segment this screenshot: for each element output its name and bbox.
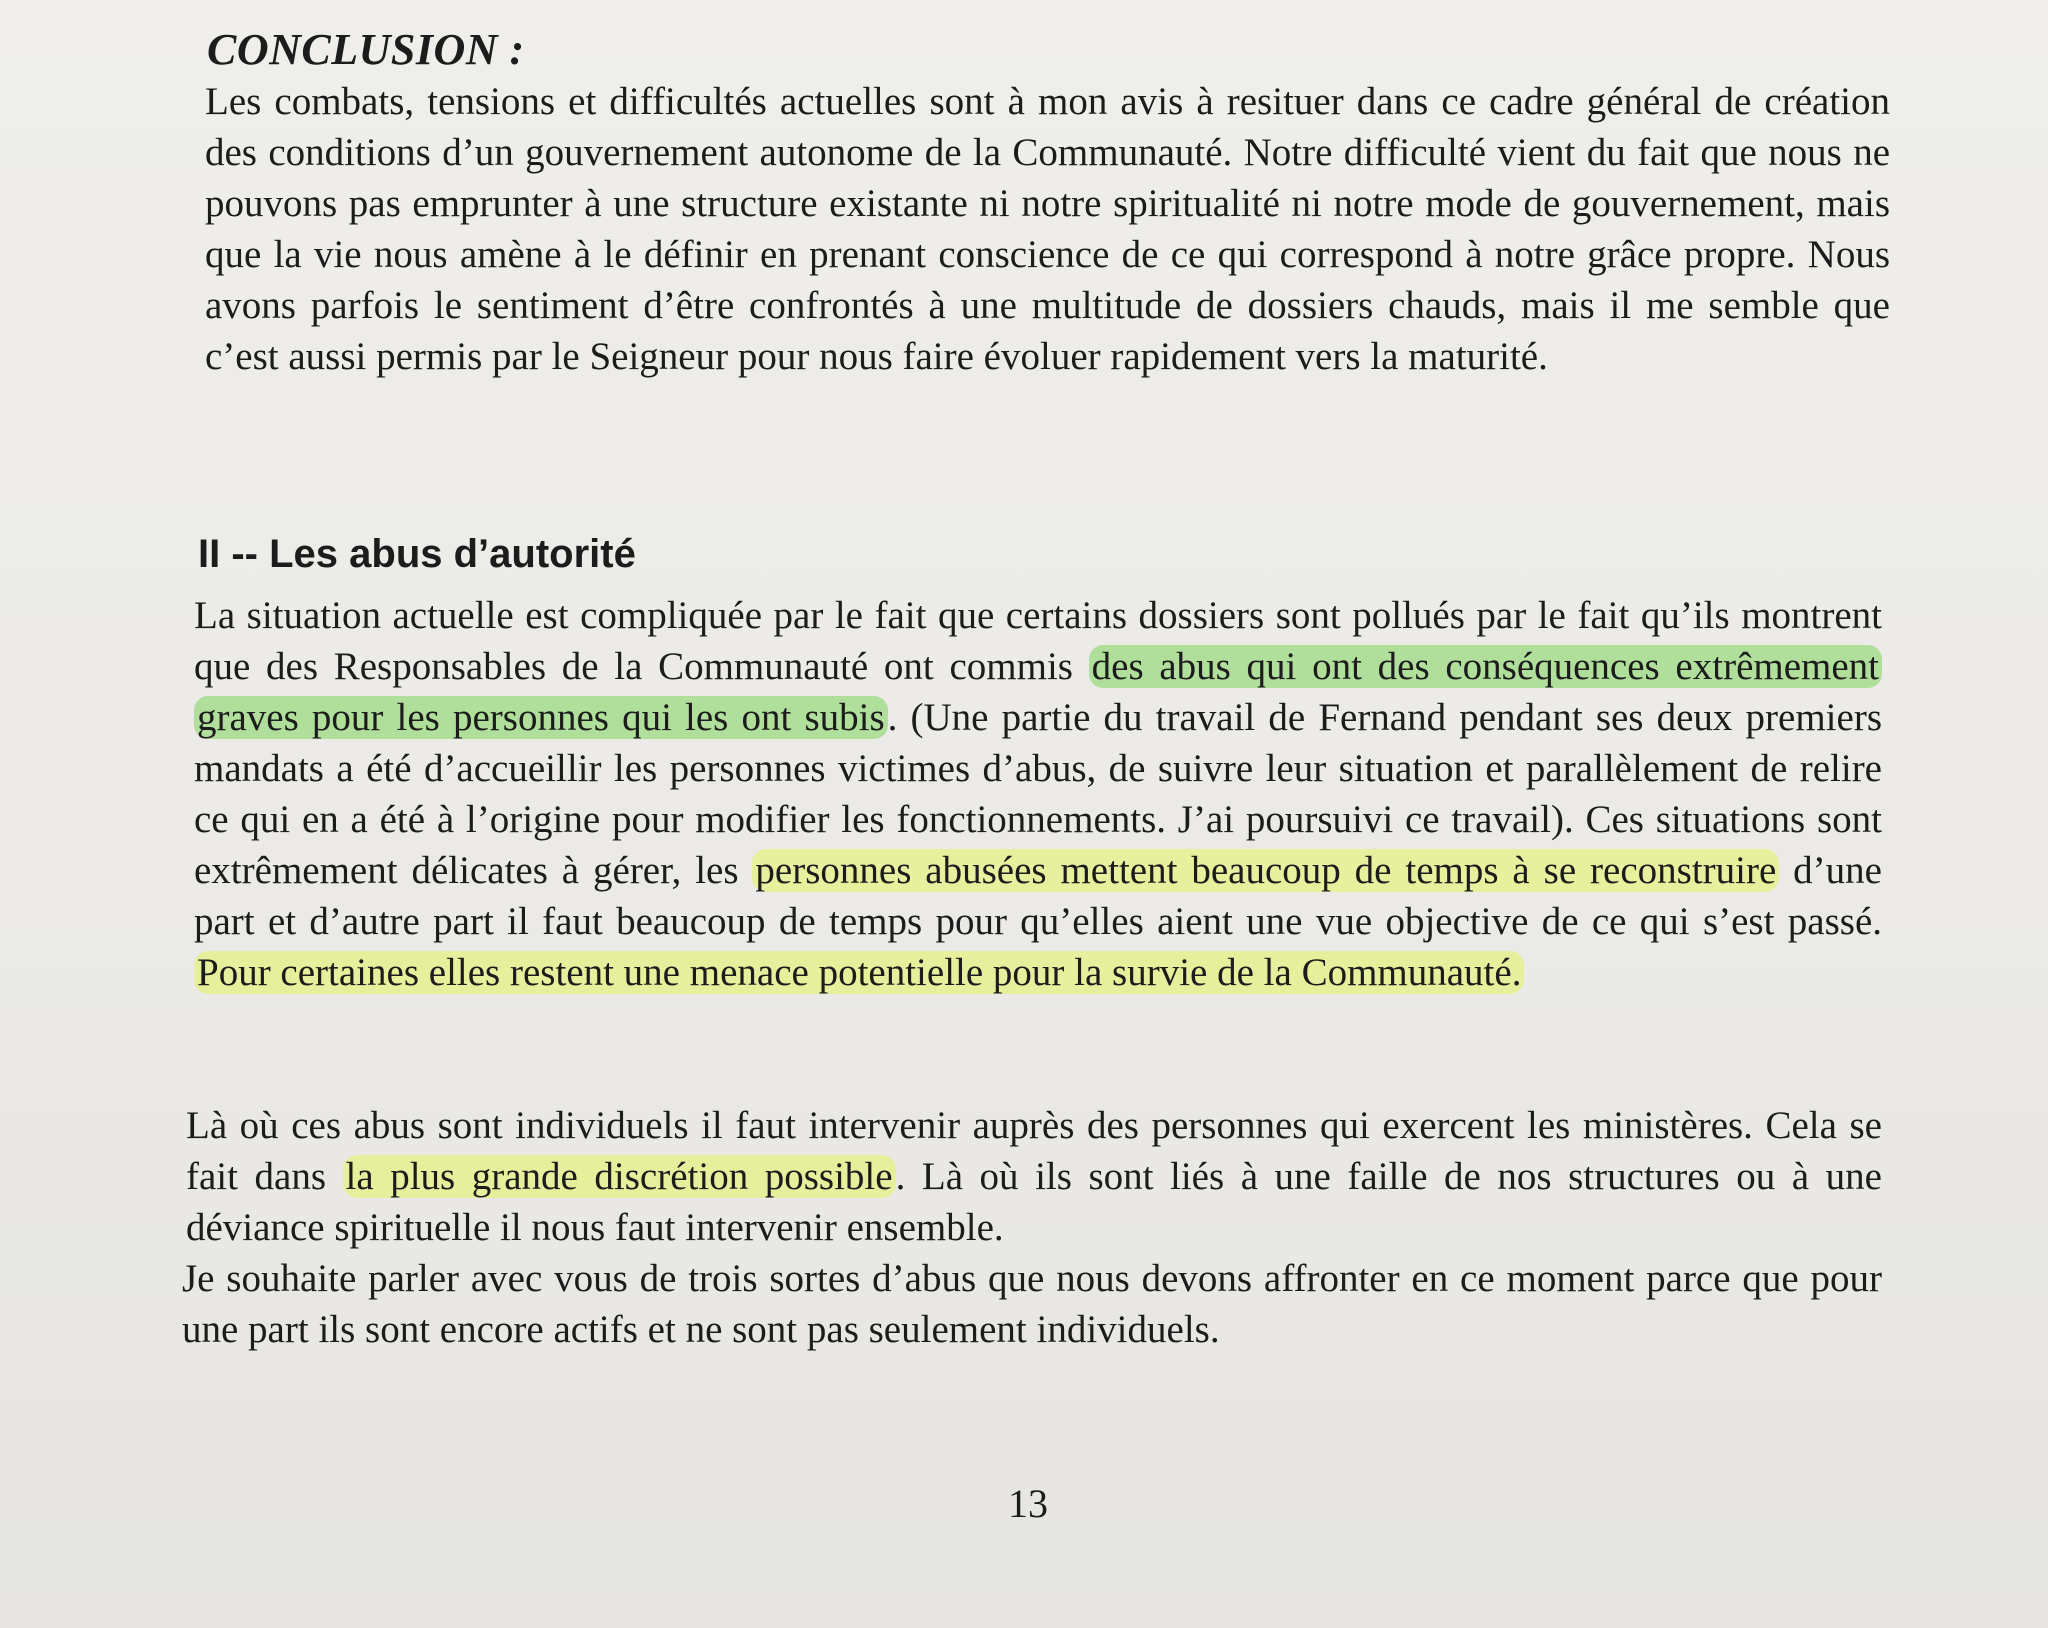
abus-p1-text-1: La situation actuelle est compliquée par le fait que certains dossiers sont pollués par le fait qu’ils montrent que des Responsables de la Communauté ont commis <box>194 594 1882 688</box>
yellow-highlight-reconstruction: personnes abusées mettent beaucoup de temps à se reconstruire <box>752 849 1779 892</box>
abus-p2-text-1: Là où ces abus sont individuels il faut intervenir auprès des personnes qui exercent les ministères. Cela se fait dans <box>186 1104 1882 1198</box>
conclusion-heading: CONCLUSION : <box>207 25 525 74</box>
abus-p2-text-2: . Là où ils sont liés à une faille de nos structures ou à une déviance spirituelle il nous faut intervenir ensemble. <box>186 1155 1882 1249</box>
abus-paragraph-1 <box>194 590 1882 998</box>
yellow-highlight-discretion: la plus grande discrétion possible <box>343 1155 896 1198</box>
yellow-highlight-menace: Pour certaines elles restent une menace potentielle pour la survie de la Communauté. <box>194 951 1524 994</box>
section-heading: II -- Les abus d’autorité <box>198 532 636 576</box>
conclusion-paragraph: Les combats, tensions et difficultés actuelles sont à mon avis à resituer dans ce cadre général de création des conditions d’un gouvernement autonome de la Communauté. Notre difficulté vient du fait que nous ne pouvons pas emprunter à une structure existante ni notre spiritualité ni notre mode de gouvernement, mais que la vie nous amène à le définir en prenant conscience de ce qui correspond à notre grâce propre. Nous avons parfois le sentiment d’être confrontés à une multitude de dossiers chauds, mais il me semble que c’est aussi permis par le Seigneur pour nous faire évoluer rapidement vers la maturité. <box>205 80 1890 378</box>
abus-paragraph-3: Je souhaite parler avec vous de trois sortes d’abus que nous devons affronter en ce moment parce que pour une part ils sont encore actifs et ne sont pas seulement individuels. <box>182 1257 1882 1351</box>
green-highlight: des abus qui ont des conséquences extrêmement graves pour les personnes qui les ont subis <box>194 645 1882 739</box>
page-number: 13 <box>1008 1481 1048 1526</box>
abus-p1-text-2: . (Une partie du travail de Fernand pendant ses deux premiers mandats a été d’accueillir les personnes victimes d’abus, de suivre leur situation et parallèlement de relire ce qui en a été à l’origine pour modifier les fonctionnements. J’ai poursuivi ce travail). Ces situations sont extrêmement délicates à gérer, les <box>194 696 1882 892</box>
abus-paragraph-2 <box>186 1100 1882 1253</box>
abus-p1-text-3: d’une part et d’autre part il faut beaucoup de temps pour qu’elles aient une vue objective de ce qui s’est passé. <box>194 849 1882 943</box>
